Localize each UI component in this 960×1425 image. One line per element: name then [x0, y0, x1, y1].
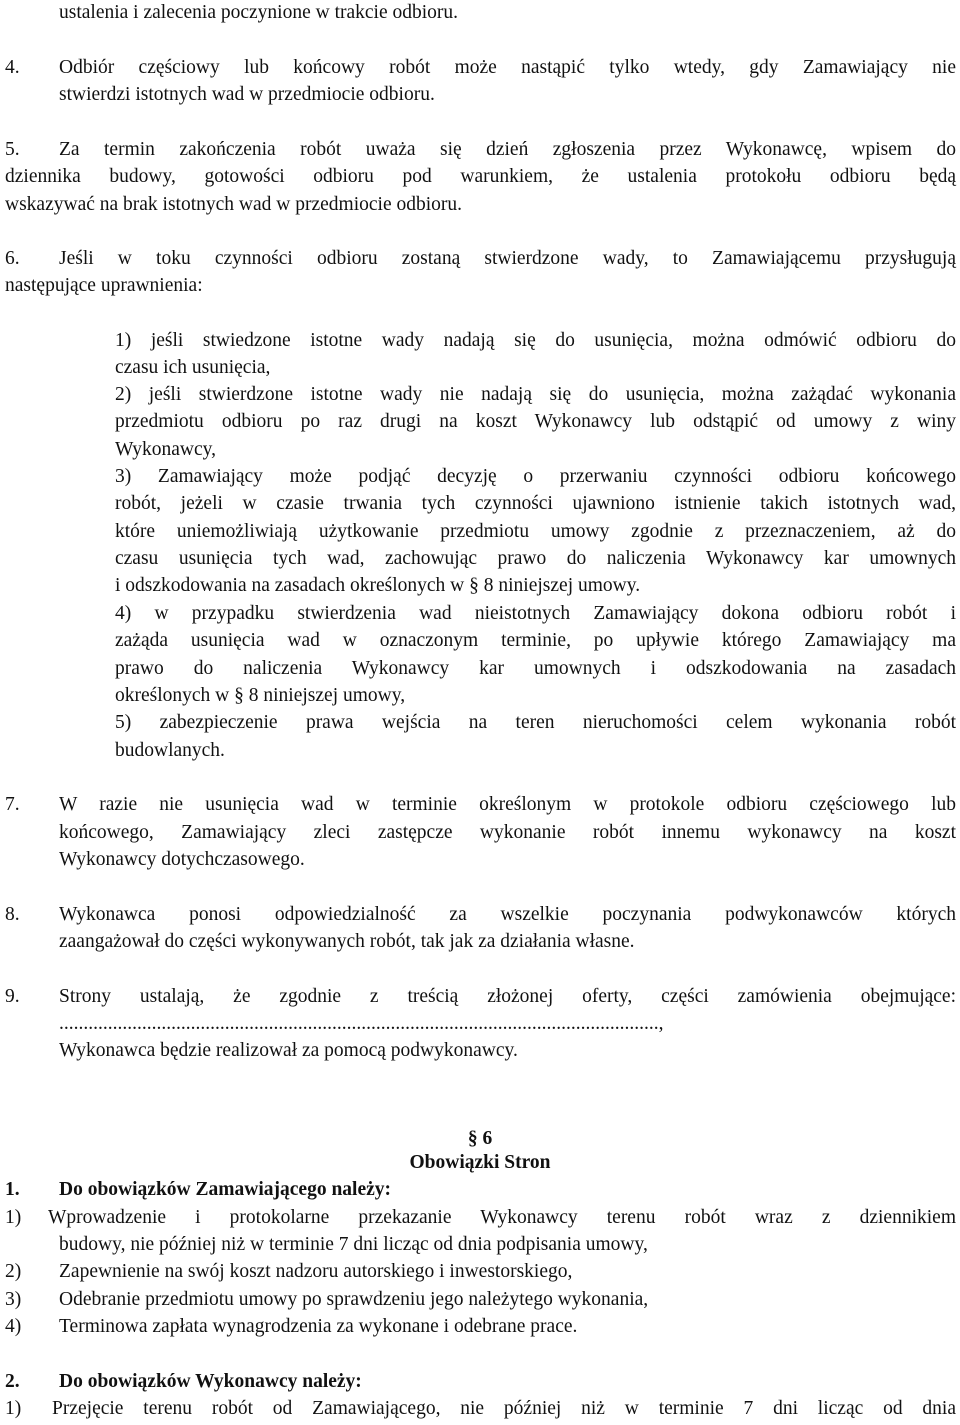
paragraph-8-number: 8.: [5, 904, 20, 925]
entitlement-1-line: czasu ich usunięcia,: [115, 357, 271, 378]
paragraph-9-number: 9.: [5, 986, 20, 1007]
entitlement-3-line: 3) Zamawiający może podjąć decyzję o przerwaniu czynności odbioru końcowego: [115, 466, 956, 487]
paragraph-5-line: dziennika budowy, gotowości odbioru pod warunkiem, że ustalenia protokołu odbioru będą: [5, 166, 956, 187]
entitlement-3-line: czasu usunięcia tych wad, zachowując prawo do naliczenia Wykonawcy kar umownych: [115, 548, 956, 569]
entitlement-4-line: określonych w § 8 niniejszej umowy,: [115, 685, 406, 706]
duty-item-line: Odebranie przedmiotu umowy po sprawdzeniu jego należytego wykonania,: [59, 1289, 649, 1310]
section-number: § 6: [467, 1128, 493, 1149]
duty-item-number: 1): [5, 1207, 22, 1228]
paragraph-4-line: stwierdzi istotnych wad w przedmiocie odbioru.: [59, 84, 435, 105]
entitlement-4-line: prawo do naliczenia Wykonawcy kar umownych i odszkodowania na zasadach: [115, 658, 956, 679]
paragraph-4-line: Odbiór częściowy lub końcowy robót może nastąpić tylko wtedy, gdy Zamawiający nie: [59, 57, 956, 78]
entitlement-4-line: 4) w przypadku stwierdzenia wad nieistotnych Zamawiający dokona odbioru robót i: [115, 603, 956, 624]
entitlement-3-line: które uniemożliwiają użytkowanie przedmiotu umowy zgodnie z przeznaczeniem, aż do: [115, 521, 956, 542]
entitlement-4-line: zażąda usunięcia wad w oznaczonym terminie, po upływie którego Zamawiający ma: [115, 630, 956, 651]
paragraph-5-line: wskazywać na brak istotnych wad w przedmiocie odbioru.: [5, 194, 463, 215]
duty-item-number: 2): [5, 1261, 22, 1282]
paragraph-9-line: Wykonawca będzie realizował za pomocą podwykonawcy.: [59, 1040, 518, 1061]
duty-item-line: Zapewnienie na swój koszt nadzoru autorskiego i inwestorskiego,: [59, 1261, 573, 1282]
section-title: Obowiązki Stron: [409, 1152, 551, 1173]
entitlement-2-line: przedmiotu odbioru po raz drugi na koszt Wykonawcy lub odstąpić od umowy z winy: [115, 411, 956, 432]
paragraph-8-line: zaangażował do części wykonywanych robót, tak jak za działania własne.: [59, 931, 635, 952]
duty-item-number: 3): [5, 1289, 22, 1310]
paragraph-5-line: Za termin zakończenia robót uważa się dzień zgłoszenia przez Wykonawcę, wpisem do: [59, 139, 956, 160]
paragraph-7-line: W razie nie usunięcia wad w terminie określonym w protokole odbioru częściowego lub: [59, 794, 956, 815]
duty-item-line: Przejęcie terenu robót od Zamawiającego, nie później niż w terminie 7 dni licząc od dnia: [52, 1398, 956, 1419]
paragraph-8-line: Wykonawca ponosi odpowiedzialność za wszelkie poczynania podwykonawców których: [59, 904, 956, 925]
entitlement-2-line: 2) jeśli stwierdzone istotne wady nie nadają się do usunięcia, można zażądać wykonania: [115, 384, 956, 405]
paragraph-7-number: 7.: [5, 794, 20, 815]
entitlement-5-line: budowlanych.: [115, 740, 225, 761]
paragraph-6-number: 6.: [5, 248, 20, 269]
entitlement-3-line: i odszkodowania na zasadach określonych w § 8 niniejszej umowy.: [115, 575, 641, 596]
duty-item-number: 1): [5, 1398, 22, 1419]
duty-item-line: Terminowa zapłata wynagrodzenia za wykonane i odebrane prace.: [59, 1316, 578, 1337]
duty-item-number: 4): [5, 1316, 22, 1337]
paragraph-7-line: Wykonawcy dotychczasowego.: [59, 849, 305, 870]
paragraph-4-number: 4.: [5, 57, 20, 78]
duty-item-line: Wprowadzenie i protokolarne przekazanie Wykonawcy terenu robót wraz z dziennikiem: [48, 1207, 956, 1228]
entitlement-5-line: 5) zabezpieczenie prawa wejścia na teren nieruchomości celem wykonania robót: [115, 712, 956, 733]
paragraph-3-tail: ustalenia i zalecenia poczynione w trakcie odbioru.: [59, 2, 459, 23]
duty-item-line: budowy, nie później niż w terminie 7 dni licząc od dnia podpisania umowy,: [59, 1234, 648, 1255]
paragraph-6-line: Jeśli w toku czynności odbioru zostaną stwierdzone wady, to Zamawiającemu przysługują: [59, 248, 956, 269]
duties-heading: Do obowiązków Zamawiającego należy:: [59, 1179, 392, 1200]
paragraph-5-number: 5.: [5, 139, 20, 160]
duties-heading: Do obowiązków Wykonawcy należy:: [59, 1371, 362, 1392]
paragraph-7-line: końcowego, Zamawiający zleci zastępcze wykonanie robót innemu wykonawcy na koszt: [59, 822, 956, 843]
duties-heading-number: 1.: [5, 1179, 20, 1200]
entitlement-3-line: robót, jeżeli w czasie trwania tych czynności ujawniono istnienie takich istotnych wad,: [115, 493, 956, 514]
paragraph-9-dotted-blank: ...........................................................................................................................,: [59, 1013, 664, 1034]
duties-heading-number: 2.: [5, 1371, 20, 1392]
entitlement-1-line: 1) jeśli stwiedzone istotne wady nadają się do usunięcia, można odmówić odbioru do: [115, 330, 956, 351]
paragraph-6-line: następujące uprawnienia:: [5, 275, 203, 296]
entitlement-2-line: Wykonawcy,: [115, 439, 216, 460]
paragraph-9-line: Strony ustalają, że zgodnie z treścią złożonej oferty, części zamówienia obejmujące:: [59, 986, 956, 1007]
